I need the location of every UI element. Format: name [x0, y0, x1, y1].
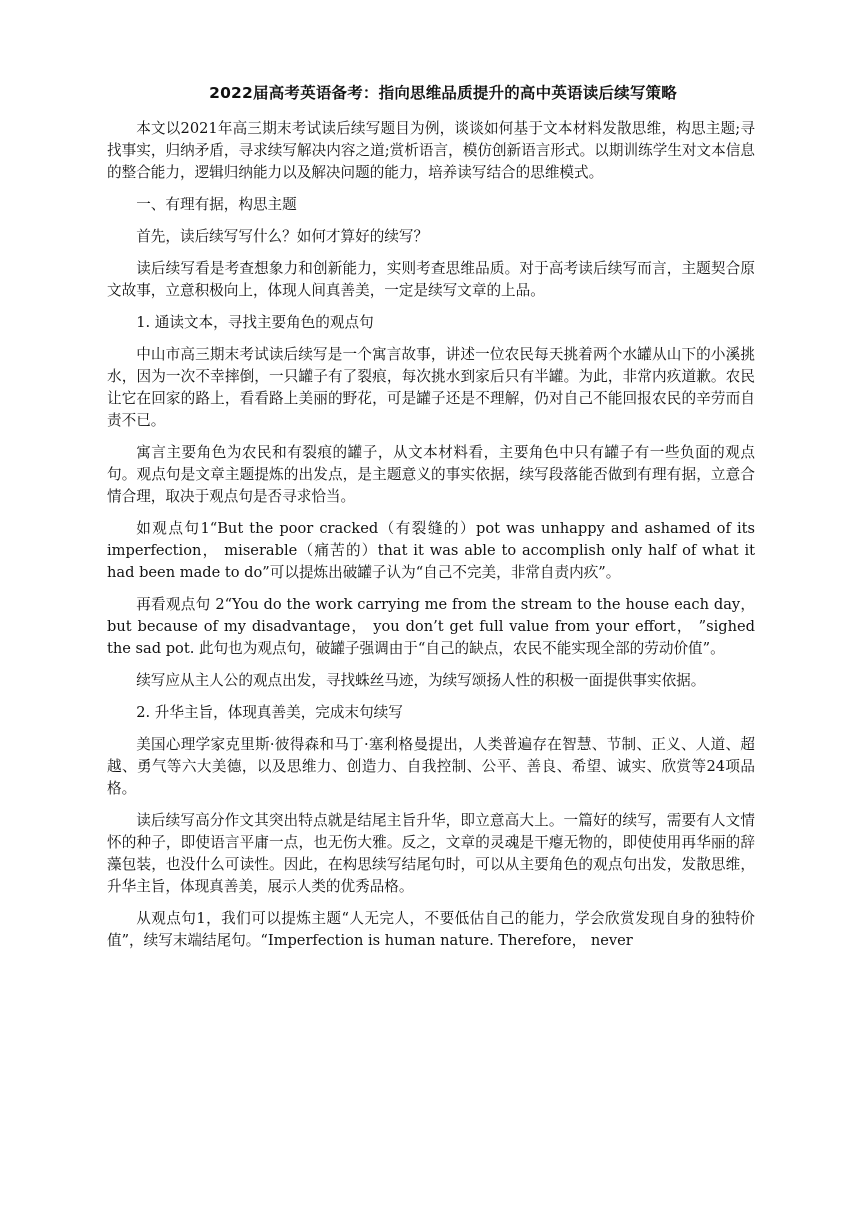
paragraph: 读后续写看是考查想象力和创新能力，实则考查思维品质。对于高考读后续写而言，主题契合原文故事，立意积极向上，体现人间真善美，一定是续写文章的上品。: [107, 260, 755, 299]
paragraph: 美国心理学家克里斯·彼得森和马丁·塞利格曼提出，人类普遍存在智慧、节制、正义、人道、超越、勇气等六大美德，以及思维力、创造力、自我控制、公平、善良、希望、诚实、欣赏等24项品格。: [107, 736, 755, 797]
document-title: 2022届高考英语备考：指向思维品质提升的高中英语读后续写策略: [209, 84, 677, 102]
paragraph-intro: 本文以2021年高三期末考试读后续写题目为例，谈谈如何基于文本材料发散思维，构思主题;寻找事实，归纳矛盾，寻求续写解决内容之道;赏析语言，模仿创新语言形式。以期训练学生对文本信息的整合能力，逻辑归纳能力以及解决问题的能力，培养读写结合的思维模式。: [107, 120, 755, 181]
paragraph: 从观点句1，我们可以提炼主题“人无完人，不要低估自己的能力，学会欣赏发现自身的独特价值”，续写末端结尾句。“Imperfection is human nature. Therefore， never: [107, 910, 755, 949]
subsection-heading-2: 2. 升华主旨，体现真善美，完成末句续写: [136, 704, 403, 721]
section-heading-1: 一、有理有据，构思主题: [136, 196, 297, 213]
paragraph: 续写应从主人公的观点出发，寻找蛛丝马迹，为续写颂扬人性的积极一面提供事实依据。: [136, 672, 706, 689]
paragraph: 寓言主要角色为农民和有裂痕的罐子，从文本材料看，主要角色中只有罐子有一些负面的观点句。观点句是文章主题提炼的出发点，是主题意义的事实依据，续写段落能否做到有理有据，立意合情合理，取决于观点句是否寻求恰当。: [107, 444, 755, 505]
paragraph: 读后续写高分作文其突出特点就是结尾主旨升华，即立意高大上。一篇好的续写，需要有人文情怀的种子，即使语言平庸一点，也无伤大雅。反之，文章的灵魂是干瘪无物的，即使使用再华丽的辞藻包装，也没什么可读性。因此，在构思续写结尾句时，可以从主要角色的观点句出发，发散思维，升华主旨，体现真善美，展示人类的优秀品格。: [107, 812, 755, 895]
paragraph: 如观点句1“But the poor cracked（有裂缝的）pot was unhappy and ashamed of its imperfection， miserable（痛苦的）that it was able to accomplish only half of what it had been made to do”可以提炼出破罐子认为“自己不完美，非常自责内疚”。: [107, 520, 755, 581]
subsection-heading-1: 1. 通读文本，寻找主要角色的观点句: [136, 314, 374, 331]
paragraph: 首先，读后续写写什么？如何才算好的续写？: [136, 228, 429, 245]
document-page: [107, 82, 755, 952]
paragraph: 中山市高三期末考试读后续写是一个寓言故事，讲述一位农民每天挑着两个水罐从山下的小溪挑水，因为一次不幸摔倒，一只罐子有了裂痕，每次挑水到家后只有半罐。为此，非常内疚道歉。农民让它在回家的路上，看看路上美丽的野花，可是罐子还是不理解，仍对自己不能回报农民的辛劳而自责不已。: [107, 346, 755, 429]
paragraph: 再看观点句 2“You do the work carrying me from the stream to the house each day， but because of my disadvantage， you don’t get full value from your effort， ”sighed the sad pot. 此句也为观点句，破罐子强调由于“自己的缺点，农民不能实现全部的劳动价值”。: [107, 596, 755, 657]
